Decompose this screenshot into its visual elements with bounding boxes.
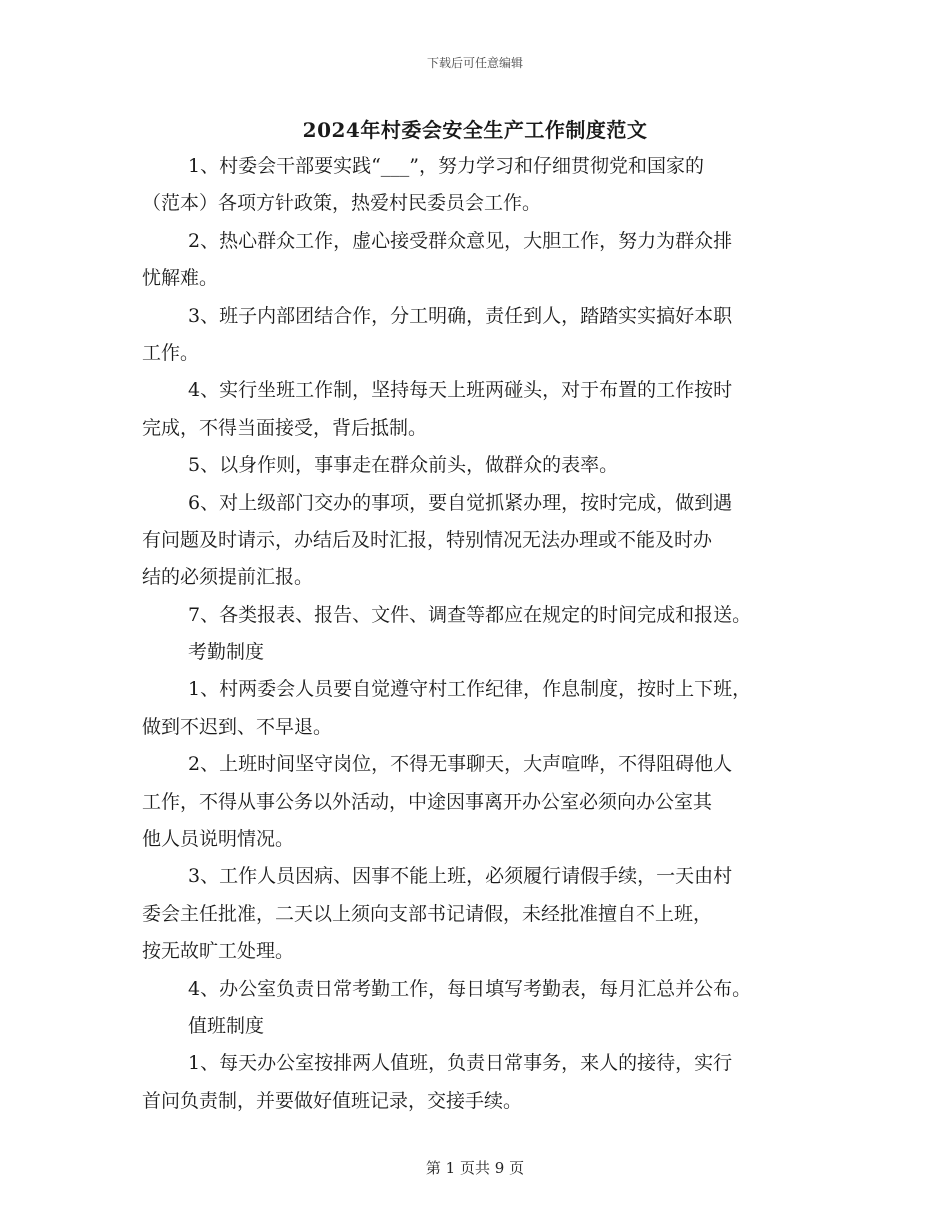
text-line: 4、实行坐班工作制，坚持每天上班两碰头，对于布置的工作按时 [188,379,733,402]
text-line: 1、村两委会人员要自觉遵守村工作纪律，作息制度，按时上下班， [188,678,752,701]
text-line: 做到不迟到、不早退。 [142,715,333,738]
text-line: 2、上班时间坚守岗位，不得无事聊天，大声喧哗，不得阻碍他人 [188,753,733,776]
text-line: 4、办公室负责日常考勤工作，每日填写考勤表，每月汇总并公布。 [188,977,752,1000]
text-line: 首问负责制，并要做好值班记录，交接手续。 [142,1089,523,1112]
text-line: 考勤制度 [188,641,265,664]
text-line: 3、工作人员因病、因事不能上班，必须履行请假手续，一天由村 [188,865,733,888]
text-line: 忧解难。 [142,267,219,290]
text-line: 1、每天办公室按排两人值班，负责日常事务，来人的接待，实行 [188,1052,733,1075]
text-line: 值班制度 [188,1014,265,1037]
text-line: 有问题及时请示，办结后及时汇报，特别情况无法办理或不能及时办 [142,528,713,551]
text-line: 2、热心群众工作，虚心接受群众意见，大胆工作，努力为群众排 [188,229,733,252]
page-header-note: 下载后可任意编辑 [426,56,523,70]
text-line: （范本）各项方针政策，热爱村民委员会工作。 [142,192,542,215]
text-line: 7、各类报表、报告、文件、调查等都应在规定的时间完成和报送。 [188,603,752,626]
text-line: 1、村委会干部要实践“___”，努力学习和仔细贯彻党和国家的 [188,155,705,177]
document-body [142,148,822,1120]
text-line: 结的必须提前汇报。 [142,566,314,589]
text-line: 完成，不得当面接受，背后抵制。 [142,416,428,439]
text-line: 工作，不得从事公务以外活动，中途因事离开办公室必须向办公室其 [142,790,713,813]
text-line: 按无故旷工处理。 [142,940,295,963]
page-footer: 第 1 页共 9 页 [425,1159,525,1177]
text-line: 工作。 [142,341,200,364]
text-line: 委会主任批准，二天以上须向支部书记请假，未经批准擅自不上班， [142,902,713,925]
text-line: 他人员说明情况。 [142,828,295,851]
document-title: 2024年村委会安全生产工作制度范文 [302,118,648,142]
text-line: 3、班子内部团结合作，分工明确，责任到人，踏踏实实搞好本职 [188,304,733,327]
text-line: 6、对上级部门交办的事项，要自觉抓紧办理，按时完成，做到遇 [188,491,733,514]
text-line: 5、以身作则，事事走在群众前头，做群众的表率。 [188,454,619,477]
